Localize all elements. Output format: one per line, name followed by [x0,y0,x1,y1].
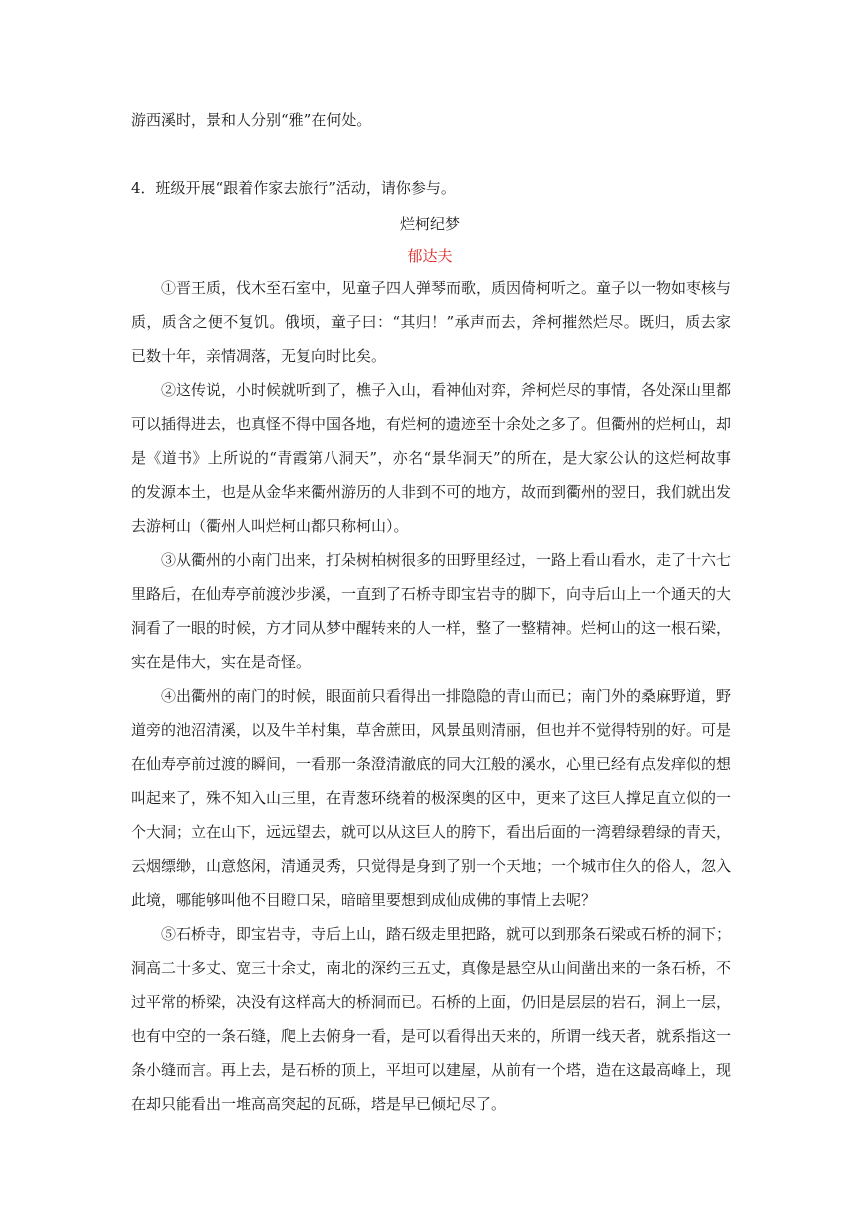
article-author: 郁达夫 [407,247,453,265]
paragraph-3: ③从衢州的小南门出来，打朵树柏树很多的田野里经过，一路上看山看水，走了十六七里路后，在仙寿亭前渡沙步溪，一直到了石桥寺即宝岩寺的脚下，向寺后山上一个通天的大洞看了一眼的时候，方才同从梦中醒转来的人一样，整了一整精神。烂柯山的这一根石梁，实在是伟大，实在是奇怪。 [131,551,732,671]
paragraph-2: ②这传说，小时候就听到了，樵子入山，看神仙对弈，斧柯烂尽的事情，各处深山里都可以插得进去，也真怪不得中国各地，有烂柯的遗迹至十余处之多了。但衢州的烂柯山，却是《道书》上所说的“青霞第八洞天”，亦名“景华洞天”的所在，是大家公认的这烂柯故事的发源本土，也是从金华来衢州游历的人非到不可的地方，故而到衢州的翌日，我们就出发去游柯山（衢州人叫烂柯山都只称柯山）。 [131,381,732,535]
paragraph-1: ①晋王质，伐木至石室中，见童子四人弹琴而歌，质因倚柯听之。童子以一物如枣核与质，质含之便不复饥。俄顷，童子曰：“其归！”承声而去，斧柯摧然烂尽。既归，质去家已数十年，亲情凋落，无复向时比矣。 [131,279,732,365]
article-title: 烂柯纪梦 [399,215,460,233]
paragraph-5: ⑤石桥寺，即宝岩寺，寺后上山，踏石级走里把路，就可以到那条石梁或石桥的洞下；洞高二十多丈、宽三十余丈，南北的深约三五丈，真像是悬空从山间凿出来的一条石桥，不过平常的桥梁，决没有这样高大的桥洞而已。石桥的上面，仍旧是层层的岩石，洞上一层，也有中空的一条石缝，爬上去俯身一看，是可以看得出天来的，所谓一线天者，就系指这一条小缝而言。再上去，是石桥的顶上，平坦可以建屋，从前有一个塔，造在这最高峰上，现在却只能看出一堆高高突起的瓦砾，塔是早已倾圮尽了。 [131,925,732,1113]
question-4 [131,178,731,198]
continuation-line: 游西溪时，景和人分别“雅”在何处。 [131,111,372,129]
paragraph-4: ④出衢州的南门的时候，眼面前只看得出一排隐隐的青山而已；南门外的桑麻野道，野道旁的池沼清溪，以及牛羊村集，草舍蔗田，风景虽则清丽，但也并不觉得特别的好。可是在仙寿亭前过渡的瞬间，一看那一条澄清澈底的同大江般的溪水，心里已经有点发痒似的想叫起来了，殊不知入山三里，在青葱环绕着的极深奥的区中，更来了这巨人撑足直立似的一个大洞；立在山下，远远望去，就可以从这巨人的胯下，看出后面的一湾碧绿碧绿的青天，云烟缥缈，山意悠闲，清通灵秀，只觉得是身到了别一个天地；一个城市住久的俗人，忽入此境，哪能够叫他不目瞪口呆，暗暗里要想到成仙成佛的事情上去呢？ [131,687,732,909]
question-number: 4． [131,179,156,197]
question-text: 班级开展“跟着作家去旅行”活动，请你参与。 [155,179,456,197]
